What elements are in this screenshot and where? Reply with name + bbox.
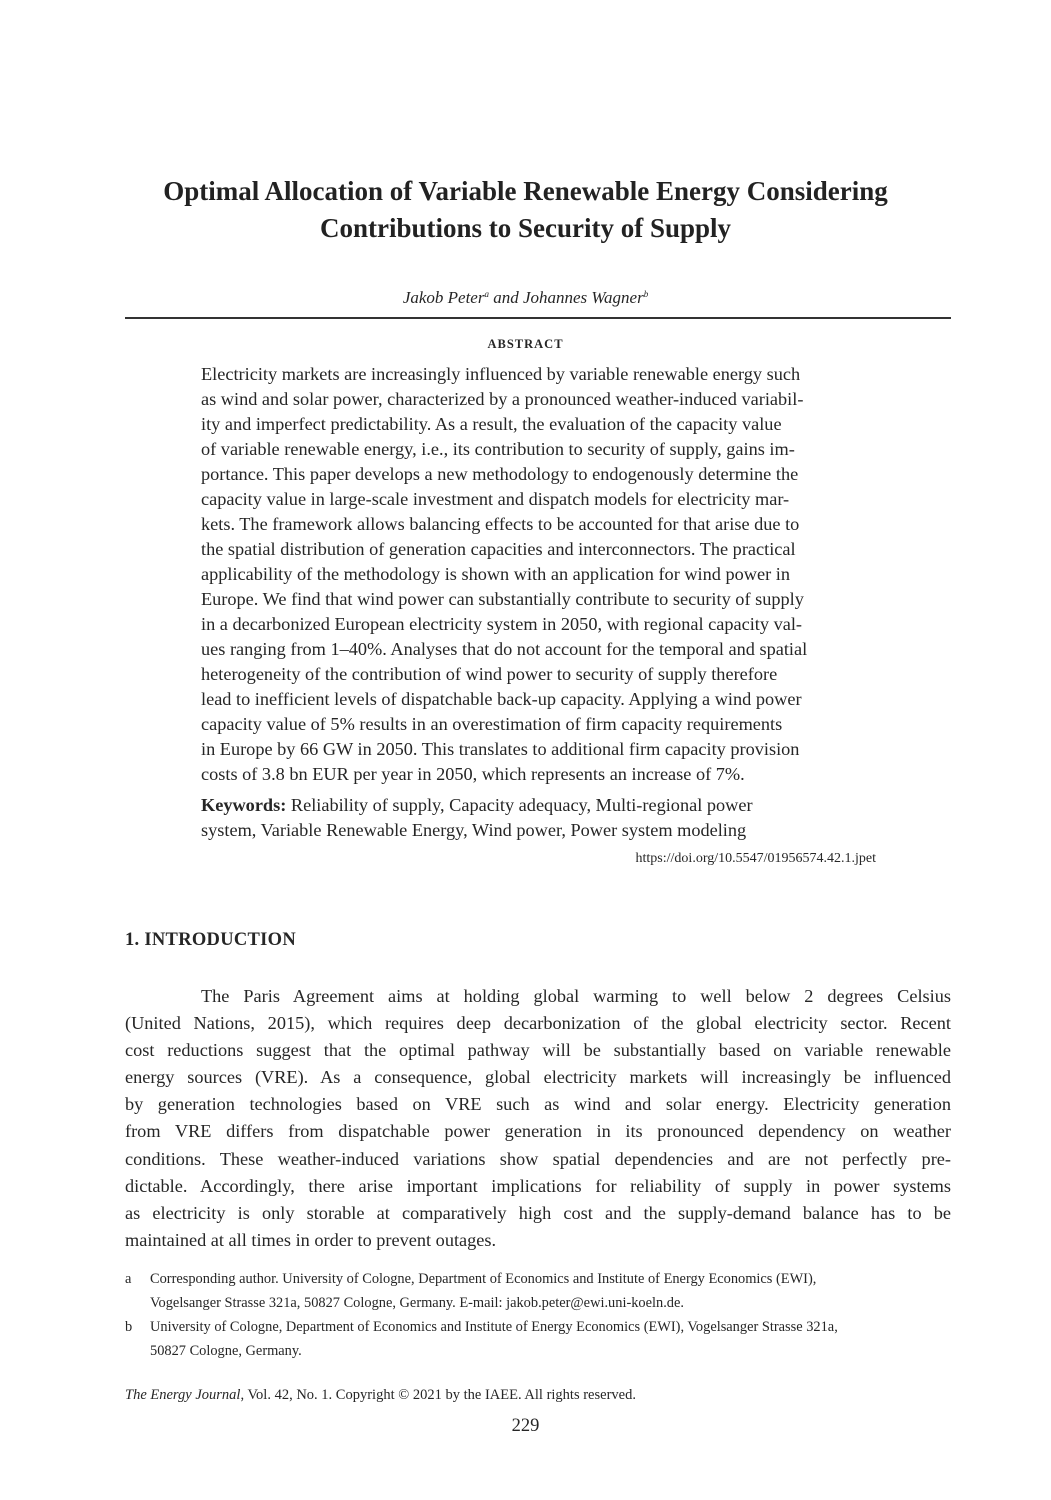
title-line: Contributions to Security of Supply xyxy=(319,213,732,243)
abstract-line: portance. This paper develops a new methodology to endogenously determine the xyxy=(201,464,799,484)
body-line: dictable. Accordingly, there arise important implications for reliability of supply in power systems xyxy=(125,1175,951,1196)
abstract-line: costs of 3.8 bn EUR per year in 2050, which represents an increase of 7%. xyxy=(201,764,745,784)
footnote-line: Corresponding author. University of Cologne, Department of Economics and Institute of Energy Economics (EWI), xyxy=(150,1271,817,1287)
abstract-line: Electricity markets are increasingly influenced by variable renewable energy such xyxy=(201,364,801,384)
body-line: by generation technologies based on VRE such as wind and solar energy. Electricity generation xyxy=(125,1094,951,1115)
keywords-line xyxy=(201,793,876,818)
body-paragraph xyxy=(125,983,951,1254)
footnote-mark: a xyxy=(125,1271,132,1287)
author-connector: and xyxy=(488,288,523,307)
abstract-line: applicability of the methodology is shown with an application for wind power in xyxy=(201,564,790,584)
footnote-mark: b xyxy=(125,1319,133,1335)
doi-link[interactable]: https://doi.org/10.5547/01956574.42.1.jpet xyxy=(635,851,876,866)
abstract-line: as wind and solar power, characterized by a pronounced weather-induced variabil- xyxy=(201,389,804,409)
abstract-line: of variable renewable energy, i.e., its contribution to security of supply, gains im- xyxy=(201,439,795,459)
abstract-line: the spatial distribution of generation capacities and interconnectors. The practical xyxy=(201,539,796,559)
abstract-heading: ABSTRACT xyxy=(487,337,564,351)
author-affiliation-mark: b xyxy=(643,289,649,299)
footnote-line: Vogelsanger Strasse 321a, 50827 Cologne, Germany. E-mail: jakob.peter@ewi.uni-koeln.de. xyxy=(150,1294,684,1311)
abstract-line: in a decarbonized European electricity system in 2050, with regional capacity val- xyxy=(201,614,803,634)
body-line: conditions. These weather-induced variations show spatial dependencies and are not perfectly pre- xyxy=(125,1148,951,1169)
body-line: maintained at all times in order to prevent outages. xyxy=(125,1229,497,1250)
body-line: energy sources (VRE). As a consequence, global electricity markets will increasingly be influenced xyxy=(125,1067,951,1088)
footnote-b xyxy=(125,1316,951,1363)
abstract-line: ity and imperfect predictability. As a result, the evaluation of the capacity value xyxy=(201,414,782,434)
author-affiliation-mark: a xyxy=(484,289,489,299)
keywords xyxy=(201,793,876,843)
journal-name: The Energy Journal xyxy=(125,1387,241,1403)
body-line: as electricity is only storable at comparatively high cost and the supply-demand balance has to be xyxy=(125,1202,951,1223)
footnote-line: University of Cologne, Department of Economics and Institute of Energy Economics (EWI), Vogelsanger Strasse 321a, xyxy=(150,1319,838,1335)
author-list xyxy=(0,283,1051,309)
section-heading: 1. INTRODUCTION xyxy=(125,930,297,950)
body-line: (United Nations, 2015), which requires deep decarbonization of the global electricity sector. Recent xyxy=(125,1013,951,1034)
journal-footer xyxy=(125,1385,636,1405)
author-name: Johannes Wagner xyxy=(522,288,644,307)
body-line: cost reductions suggest that the optimal pathway will be substantially based on variable renewable xyxy=(125,1040,951,1061)
keywords-text: Reliability of supply, Capacity adequacy, Multi-regional power xyxy=(286,795,753,815)
title-line: Optimal Allocation of Variable Renewable Energy Considering xyxy=(163,176,888,206)
copyright-text: , Vol. 42, No. 1. Copyright © 2021 by the IAEE. All rights reserved. xyxy=(240,1387,636,1403)
footnote-line: 50827 Cologne, Germany. xyxy=(150,1342,302,1359)
body-line: The Paris Agreement aims at holding global warming to well below 2 degrees Celsius xyxy=(201,986,951,1006)
abstract-text xyxy=(201,362,876,787)
keywords-line: system, Variable Renewable Energy, Wind power, Power system modeling xyxy=(201,820,747,840)
abstract-line: in Europe by 66 GW in 2050. This translates to additional firm capacity provision xyxy=(201,739,800,759)
header-divider xyxy=(125,317,951,319)
abstract-line: kets. The framework allows balancing effects to be accounted for that arise due to xyxy=(201,514,800,534)
page-number: 229 xyxy=(511,1416,540,1436)
abstract-line: lead to inefficient levels of dispatchable back-up capacity. Applying a wind power xyxy=(201,689,802,709)
abstract-line: capacity value in large-scale investment and dispatch models for electricity mar- xyxy=(201,489,790,509)
abstract-line: ues ranging from 1–40%. Analyses that do not account for the temporal and spatial xyxy=(201,639,808,659)
body-line: from VRE differs from dispatchable power generation in its pronounced dependency on weather xyxy=(125,1121,951,1142)
paper-title xyxy=(80,173,971,247)
keywords-label: Keywords: xyxy=(201,795,287,815)
abstract-line: capacity value of 5% results in an overestimation of firm capacity requirements xyxy=(201,714,783,734)
abstract-line: heterogeneity of the contribution of wind power to security of supply therefore xyxy=(201,664,778,684)
abstract-line: Europe. We find that wind power can substantially contribute to security of supply xyxy=(201,589,804,609)
footnote-a xyxy=(125,1268,951,1315)
author-name: Jakob Peter xyxy=(402,288,485,307)
